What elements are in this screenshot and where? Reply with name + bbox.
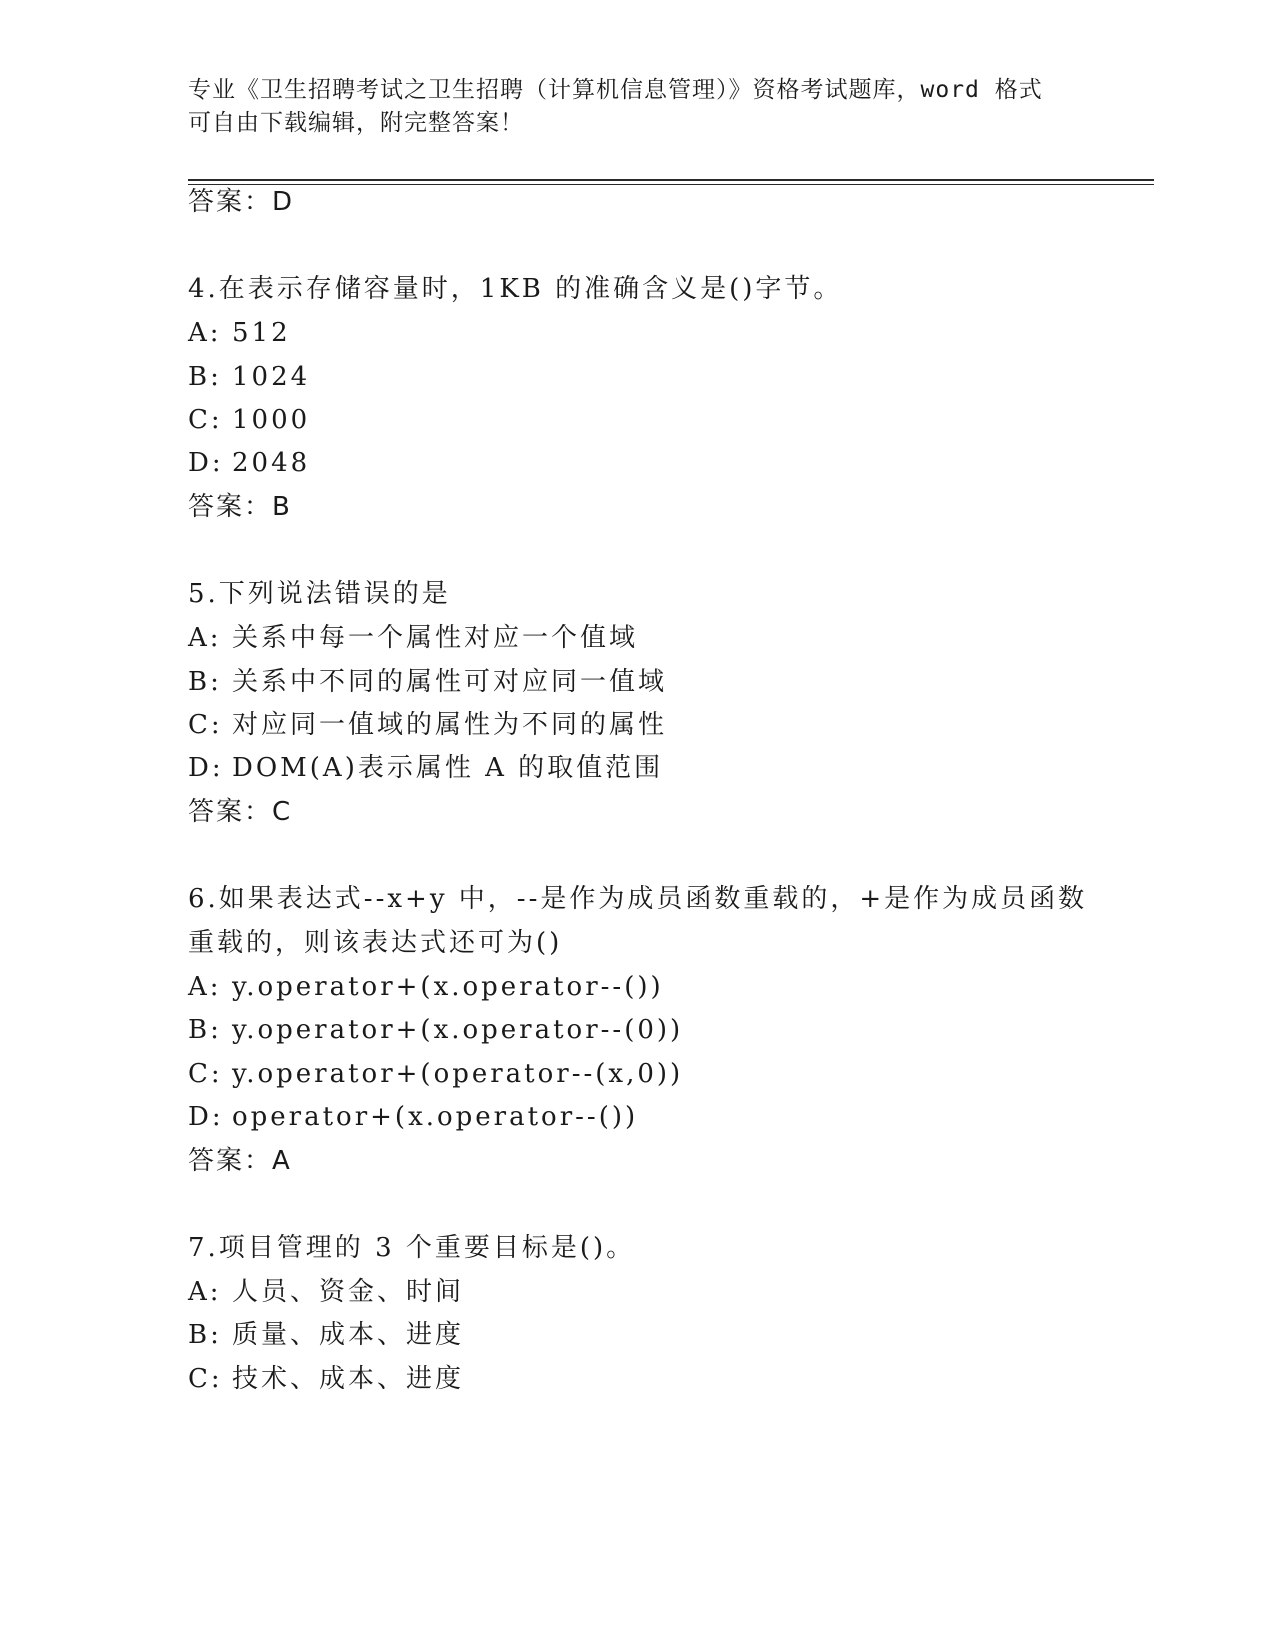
question-4-option-a xyxy=(188,316,291,350)
question-5-option-a xyxy=(188,621,638,655)
option-text: y.operator+(x.operator--(0)) xyxy=(232,1015,684,1045)
question-7-option-a xyxy=(188,1275,464,1309)
option-label: B: xyxy=(188,1015,222,1045)
option-label: B: xyxy=(188,1320,222,1350)
option-label: C: xyxy=(188,710,223,740)
option-text: 1024 xyxy=(232,362,311,392)
question-6-option-c xyxy=(188,1057,683,1091)
option-label: C: xyxy=(188,405,223,435)
option-text: y.operator+(operator--(x,0)) xyxy=(232,1059,684,1089)
question-6-option-b xyxy=(188,1013,683,1047)
question-5-option-d xyxy=(188,751,663,785)
document-header xyxy=(188,74,1088,140)
question-6-option-d xyxy=(188,1100,638,1134)
header-line-1: 专业《卫生招聘考试之卫生招聘（计算机信息管理）》资格考试题库，word 格式 xyxy=(188,77,1043,103)
option-text: 技术、成本、进度 xyxy=(232,1364,465,1394)
question-4-option-c xyxy=(188,403,310,437)
question-4-answer: 答案：B xyxy=(188,492,292,522)
option-text: 1000 xyxy=(232,405,311,435)
question-5-stem: 5.下列说法错误的是 xyxy=(188,579,451,609)
option-label: B: xyxy=(188,362,222,392)
question-4-stem: 4.在表示存储容量时，1KB 的准确含义是()字节。 xyxy=(188,274,843,304)
option-label: B: xyxy=(188,667,222,697)
option-text: 质量、成本、进度 xyxy=(232,1320,465,1350)
option-label: D: xyxy=(188,448,224,478)
option-text: operator+(x.operator--()) xyxy=(232,1102,639,1132)
question-4-option-d xyxy=(188,446,310,480)
option-text: 512 xyxy=(232,318,291,348)
question-7-option-c xyxy=(188,1362,464,1396)
option-text: 关系中不同的属性可对应同一值域 xyxy=(232,667,668,697)
option-label: D: xyxy=(188,753,224,783)
option-text: 关系中每一个属性对应一个值域 xyxy=(232,623,639,653)
option-label: A: xyxy=(188,1277,222,1307)
header-divider-thin xyxy=(188,184,1154,185)
option-label: D: xyxy=(188,1102,224,1132)
question-7-option-b xyxy=(188,1318,464,1352)
previous-answer: 答案：D xyxy=(188,187,295,217)
header-divider-thick xyxy=(188,179,1154,181)
option-text: 2048 xyxy=(232,448,311,478)
option-label: A: xyxy=(188,972,222,1002)
option-text: DOM(A)表示属性 A 的取值范围 xyxy=(232,753,664,783)
option-label: C: xyxy=(188,1059,223,1089)
option-label: A: xyxy=(188,623,222,653)
option-text: 对应同一值域的属性为不同的属性 xyxy=(232,710,668,740)
question-6-option-a xyxy=(188,970,664,1004)
question-5-answer: 答案：C xyxy=(188,797,293,827)
question-6-stem: 6.如果表达式--x+y 中，--是作为成员函数重载的，+是作为成员函数 xyxy=(188,884,1088,914)
header-line-2: 可自由下载编辑，附完整答案！ xyxy=(188,110,524,136)
question-6-stem-continued: 重载的，则该表达式还可为() xyxy=(188,928,563,958)
question-5-option-c xyxy=(188,708,667,742)
option-text: 人员、资金、时间 xyxy=(232,1277,465,1307)
question-6-answer: 答案：A xyxy=(188,1146,292,1176)
option-label: A: xyxy=(188,318,222,348)
question-5-option-b xyxy=(188,665,667,699)
question-7-stem: 7.项目管理的 3 个重要目标是()。 xyxy=(188,1233,636,1263)
question-4-option-b xyxy=(188,360,310,394)
option-label: C: xyxy=(188,1364,223,1394)
option-text: y.operator+(x.operator--()) xyxy=(232,972,664,1002)
